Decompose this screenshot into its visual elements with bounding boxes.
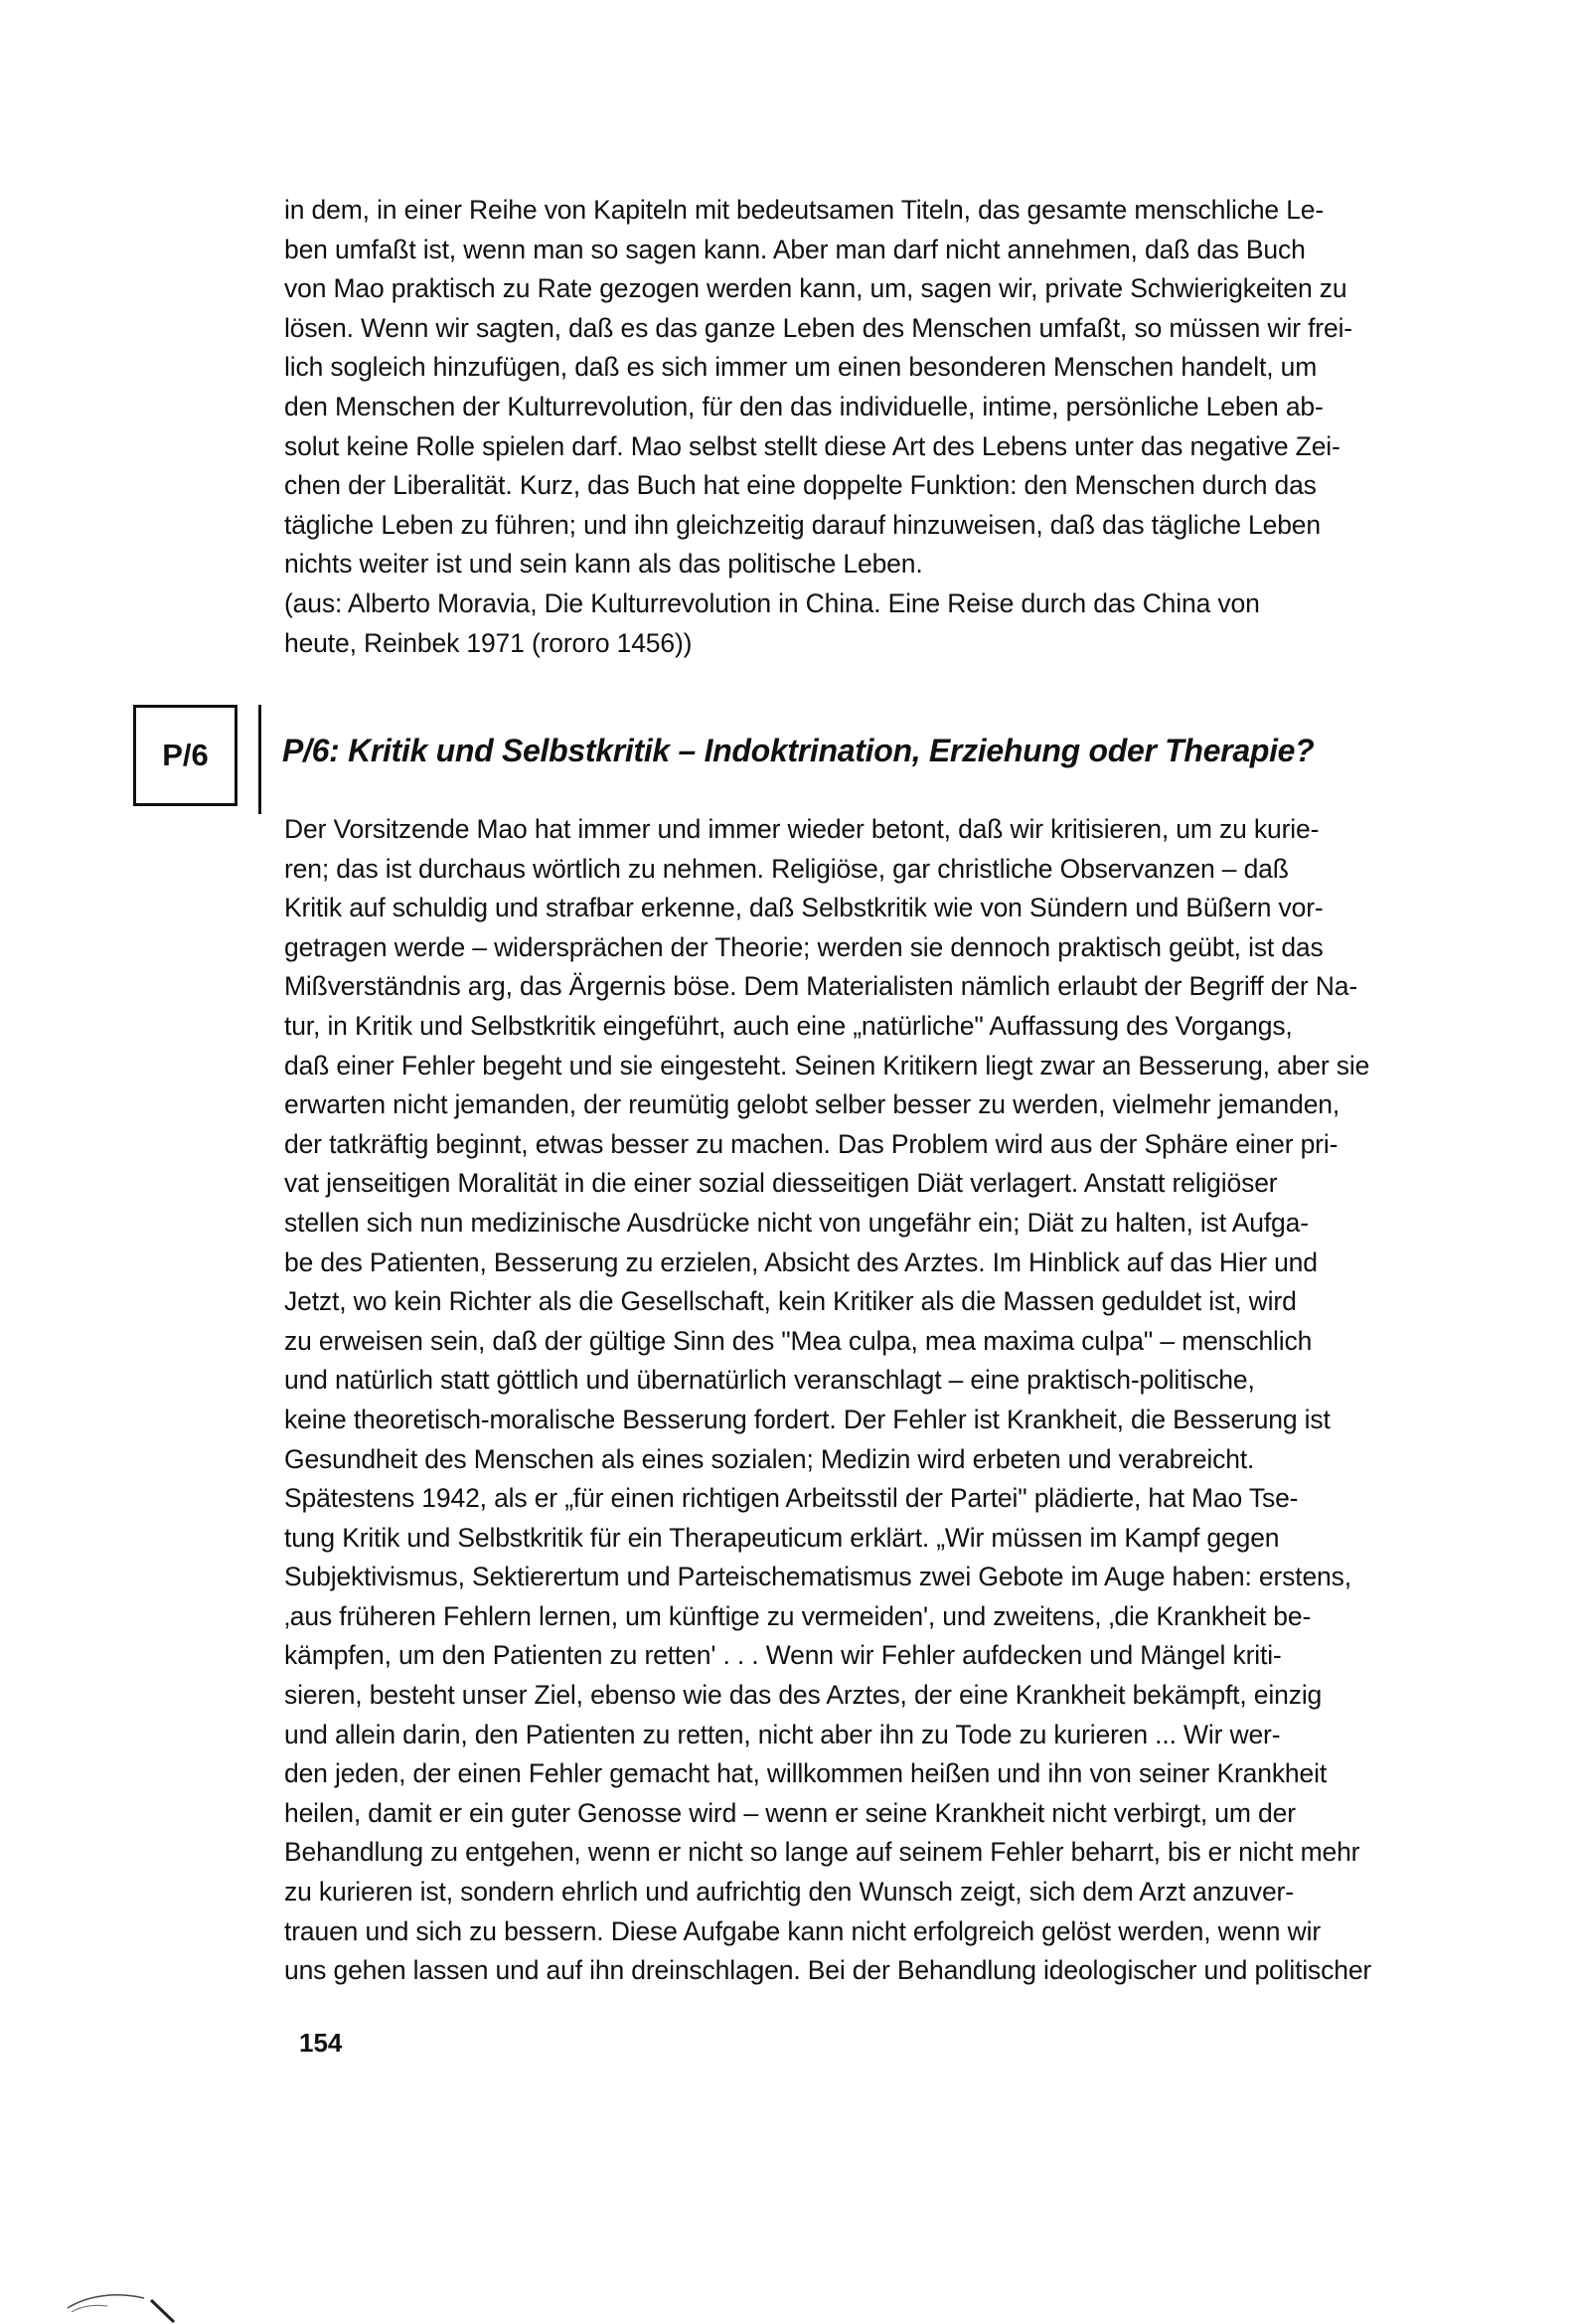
section-line: stellen sich nun medizinische Ausdrücke nicht von ungefähr ein; Diät zu halten, ist Aufga- (284, 1207, 1309, 1238)
intro-line: solut keine Rolle spielen darf. Mao selbst stellt diese Art des Lebens unter das negative Zei- (284, 430, 1340, 461)
section-line: heilen, damit er ein guter Genosse wird – wenn er seine Krankheit nicht verbirgt, um der (284, 1797, 1296, 1828)
intro-line: heute, Reinbek 1971 (rororo 1456)) (284, 627, 693, 658)
section-line: zu kurieren ist, sondern ehrlich und aufrichtig den Wunsch zeigt, sich dem Arzt anzuver- (284, 1877, 1294, 1908)
intro-line: lich sogleich hinzufügen, daß es sich immer um einen besonderen Menschen handelt, um (284, 352, 1318, 383)
section-line: und natürlich statt göttlich und übernatürlich veranschlagt – eine praktisch-politische, (284, 1365, 1255, 1396)
intro-line: tägliche Leben zu führen; und ihn gleichzeitig darauf hinzuweisen, daß das tägliche Leben (284, 509, 1321, 540)
section-label-box (133, 705, 237, 806)
section-line: trauen und sich zu bessern. Diese Aufgabe kann nicht erfolgreich gelöst werden, wenn wir (284, 1915, 1321, 1946)
section-line: ‚aus früheren Fehlern lernen, um künftige zu vermeiden', und zweitens, ‚die Krankheit be- (284, 1600, 1312, 1631)
section-line: sieren, besteht unser Ziel, ebenso wie das des Arztes, der eine Krankheit bekämpft, einzig (284, 1680, 1323, 1711)
section-line: Spätestens 1942, als er „für einen richtigen Arbeitsstil der Partei" plädierte, hat Mao Tse- (284, 1483, 1299, 1514)
section-label: P/6 (162, 738, 209, 772)
section-line: tur, in Kritik und Selbstkritik eingeführt, auch eine „natürliche" Auffassung des Vorgangs, (284, 1010, 1293, 1041)
page-number: 154 (299, 2028, 343, 2058)
section-line: vat jenseitigen Moralität in die einer sozial diesseitigen Diät verlagert. Anstatt religiöser (284, 1168, 1278, 1199)
section-line: Kritik auf schuldig und strafbar erkenne, daß Selbstkritik wie von Sündern und Büßern vor- (284, 893, 1324, 923)
intro-text (284, 191, 1508, 663)
section-line: getragen werde – widersprächen der Theorie; werden sie dennoch praktisch geübt, ist das (284, 931, 1324, 962)
margin-scribble (60, 2276, 209, 2324)
section-line: Jetzt, wo kein Richter als die Gesellschaft, kein Kritiker als die Massen geduldet ist, wird (284, 1286, 1297, 1317)
section-line: den jeden, der einen Fehler gemacht hat, willkommen heißen und ihn von seiner Krankheit (284, 1758, 1328, 1789)
section-line: Der Vorsitzende Mao hat immer und immer wieder betont, daß wir kritisieren, um zu kurie- (284, 814, 1320, 844)
section-line: daß einer Fehler begeht und sie eingesteht. Seinen Kritikern liegt zwar an Besserung, aber sie (284, 1050, 1370, 1080)
section-line: uns gehen lassen und auf ihn dreinschlagen. Bei der Behandlung ideologischer und politischer (284, 1955, 1372, 1986)
section-line: der tatkräftig beginnt, etwas besser zu machen. Das Problem wird aus der Sphäre einer pri- (284, 1128, 1339, 1159)
section-line: erwarten nicht jemanden, der reumütig gelobt selber besser zu werden, vielmehr jemanden, (284, 1089, 1340, 1120)
section-line: be des Patienten, Besserung zu erzielen, Absicht des Arztes. Im Hinblick auf das Hier und (284, 1246, 1318, 1277)
section-heading: P/6: Kritik und Selbstkritik – Indoktrination, Erziehung oder Therapie? (282, 733, 1315, 768)
section-line: und allein darin, den Patienten zu retten, nicht aber ihn zu Tode zu kurieren ... Wir wer- (284, 1719, 1281, 1749)
intro-line: in dem, in einer Reihe von Kapiteln mit bedeutsamen Titeln, das gesamte menschliche Le- (284, 195, 1325, 225)
section-line: Mißverständnis arg, das Ärgernis böse. Dem Materialisten nämlich erlaubt der Begriff der Na- (284, 971, 1358, 1002)
intro-line: den Menschen der Kulturrevolution, für den das individuelle, intime, persönliche Leben ab- (284, 391, 1324, 421)
section-line: keine theoretisch-moralische Besserung fordert. Der Fehler ist Krankheit, die Besserung ist (284, 1404, 1331, 1434)
section-line: Behandlung zu entgehen, wenn er nicht so lange auf seinem Fehler beharrt, bis er nicht mehr (284, 1837, 1360, 1868)
section-line: ren; das ist durchaus wörtlich zu nehmen. Religiöse, gar christliche Observanzen – daß (284, 853, 1289, 884)
intro-line: (aus: Alberto Moravia, Die Kulturrevolution in China. Eine Reise durch das China von (284, 587, 1260, 618)
section-line: zu erweisen sein, daß der gültige Sinn des "Mea culpa, mea maxima culpa" – menschlich (284, 1325, 1313, 1356)
section-line: Subjektivismus, Sektierertum und Parteischematismus zwei Gebote im Auge haben: erstens, (284, 1562, 1351, 1592)
intro-line: lösen. Wenn wir sagten, daß es das ganze Leben des Menschen umfaßt, so müssen wir frei- (284, 312, 1352, 343)
section-line: kämpfen, um den Patienten zu retten' . . . Wenn wir Fehler aufdecken und Mängel kriti- (284, 1640, 1282, 1671)
intro-line: chen der Liberalität. Kurz, das Buch hat eine doppelte Funktion: den Menschen durch das (284, 470, 1317, 501)
section-line: Gesundheit des Menschen als eines sozialen; Medizin wird erbeten und verabreicht. (284, 1443, 1255, 1474)
section-line: tung Kritik und Selbstkritik für ein Therapeuticum erklärt. „Wir müssen im Kampf gegen (284, 1522, 1280, 1553)
section-body (284, 810, 1508, 1991)
intro-line: von Mao praktisch zu Rate gezogen werden kann, um, sagen wir, private Schwierigkeiten zu (284, 273, 1347, 304)
section-rule (258, 705, 261, 814)
intro-line: ben umfaßt ist, wenn man so sagen kann. Aber man darf nicht annehmen, daß das Buch (284, 234, 1306, 264)
intro-line: nichts weiter ist und sein kann als das politische Leben. (284, 549, 923, 580)
